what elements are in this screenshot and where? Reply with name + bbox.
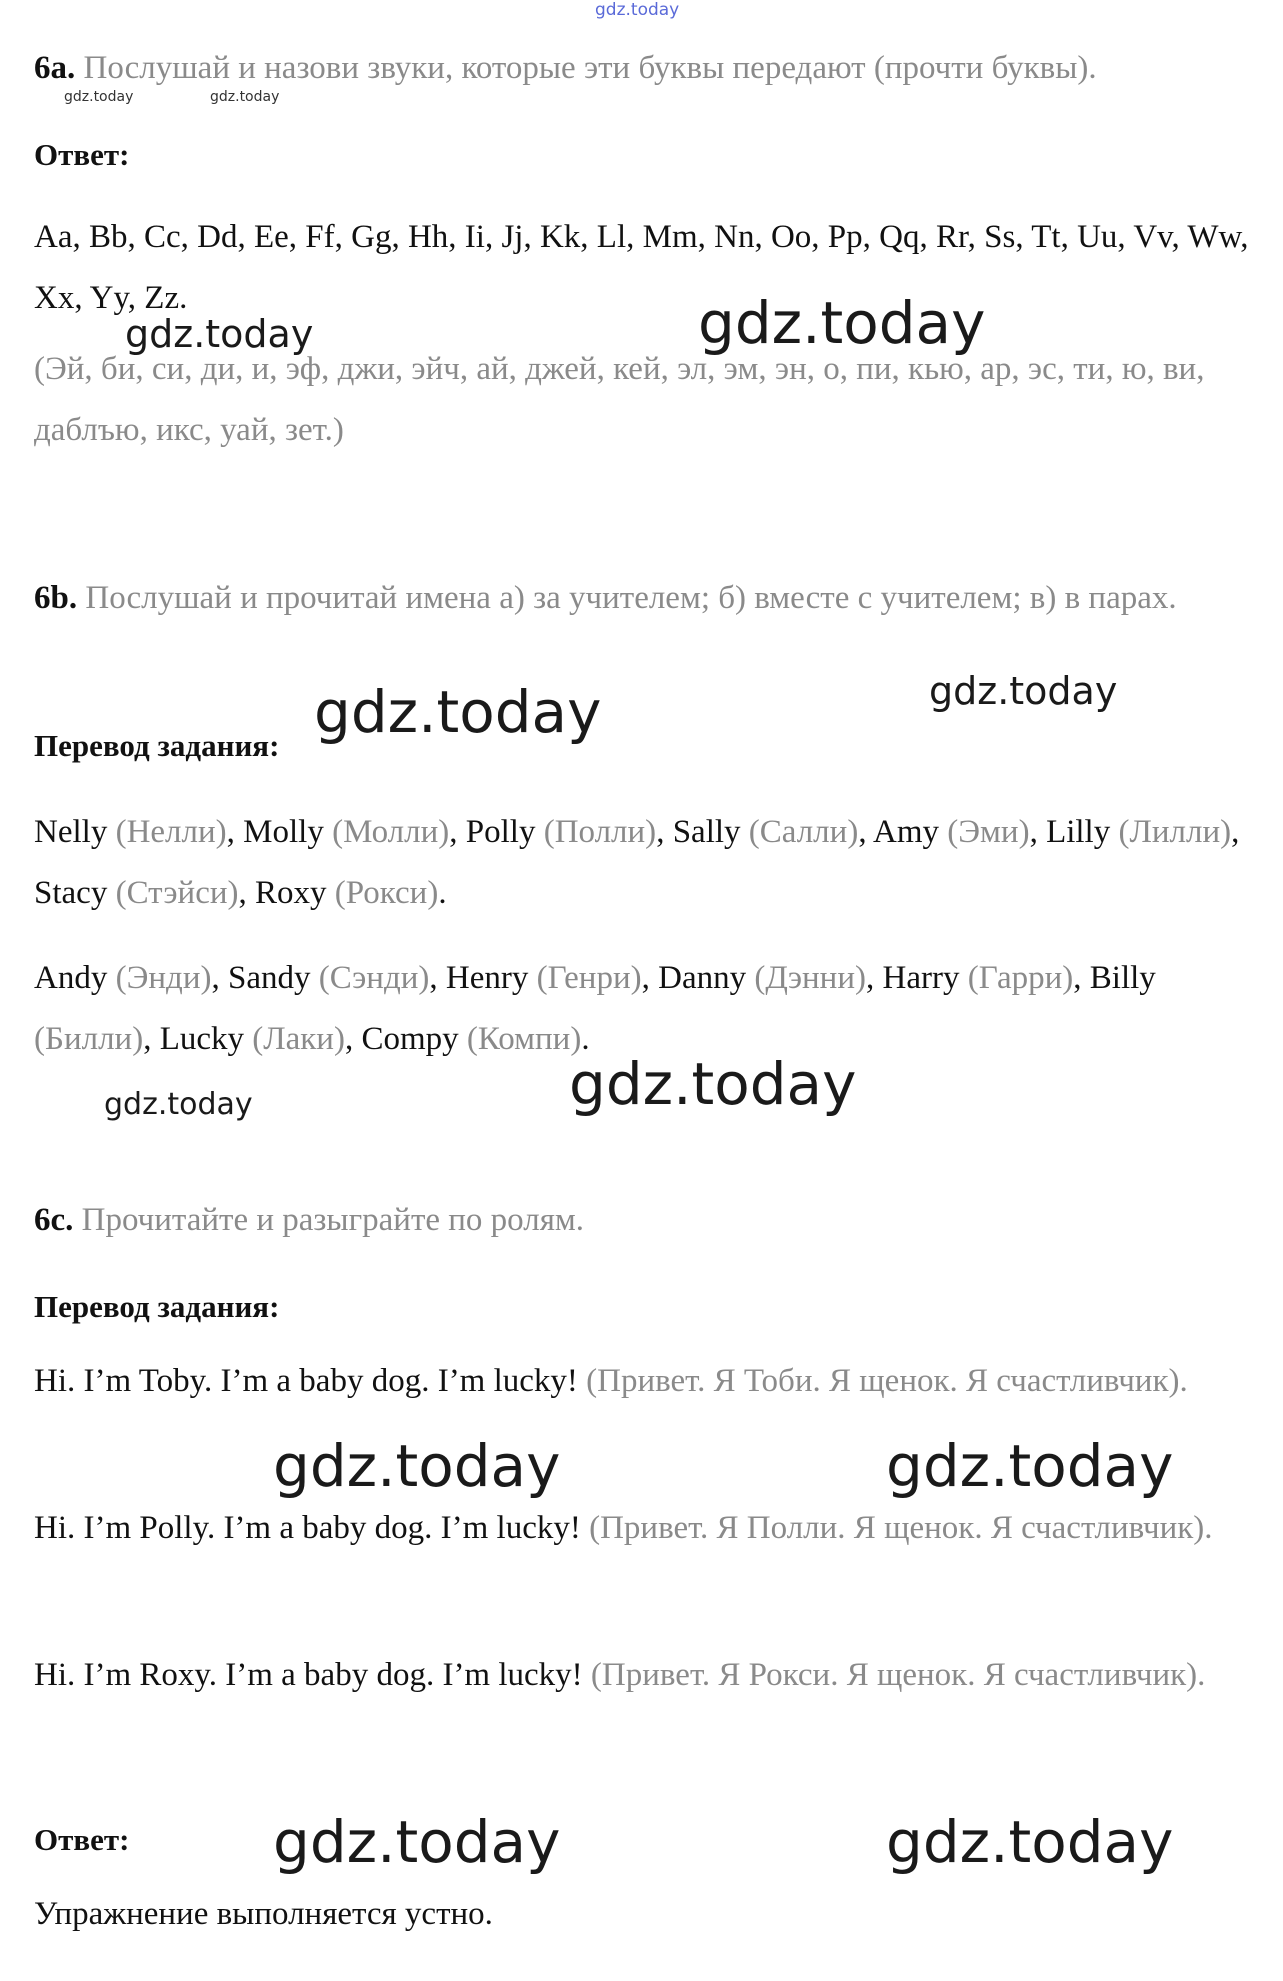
exercise-6c-task (34, 1190, 1249, 1251)
name: Harry (882, 960, 960, 996)
dialogue-ru: (Привет. Я Рокси. Я щенок. Я счастливчик). (590, 1657, 1206, 1693)
name: Polly (465, 814, 536, 850)
task-text: Послушай и прочитай имена а) за учителем; б) вместе с учителем; в) в парах. (85, 580, 1177, 616)
name-ru: (Лилли) (1118, 814, 1232, 850)
watermark: gdz.today (104, 1087, 253, 1122)
name: Andy (34, 960, 108, 996)
name-ru: (Полли) (543, 814, 657, 850)
names-line-2: Andy (Энди), Sandy (Сэнди), Henry (Генри), Danny (Дэнни), Harry (Гарри), Billy (Билли), Lucky (Лаки), Compy (Компи). (34, 960, 1156, 1057)
name: Nelly (34, 814, 108, 850)
name: Roxy (255, 875, 327, 911)
name-ru: (Генри) (536, 960, 642, 996)
dialogue-en: Hi. I’m Roxy. I’m a baby dog. I’m lucky! (34, 1657, 583, 1693)
dialogue-ru: (Привет. Я Полли. Я щенок. Я счастливчик). (589, 1510, 1213, 1546)
answer-text: Упражнение выполняется устно. (34, 1896, 493, 1932)
name-ru: (Энди) (115, 960, 212, 996)
exercise-number: 6a. (34, 50, 76, 86)
names-line-1: Nelly (Нелли), Molly (Молли), Polly (Полли), Sally (Салли), Amy (Эми), Lilly (Лилли), Stacy (Стэйси), Roxy (Рокси). (34, 814, 1240, 911)
exercise-number: 6c. (34, 1202, 74, 1238)
task-text: Послушай и назови звуки, которые эти буквы передают (прочти буквы). (83, 50, 1097, 86)
name: Henry (445, 960, 529, 996)
name-ru: (Рокси) (334, 875, 439, 911)
translation-heading: Перевод задания: (34, 1289, 280, 1324)
exercise-6b-task (34, 568, 1249, 629)
dialogue-line (34, 1498, 1249, 1559)
name: Danny (658, 960, 747, 996)
name: Lilly (1046, 814, 1111, 850)
name: Sandy (227, 960, 311, 996)
watermark: gdz.today (929, 669, 1118, 713)
name: Billy (1089, 960, 1156, 996)
exercise-6a-task (34, 38, 1249, 99)
watermark-top: gdz.today (595, 0, 680, 20)
name: Stacy (34, 875, 108, 911)
name: Amy (873, 814, 939, 850)
name-ru: (Нелли) (115, 814, 227, 850)
watermark: gdz.today (273, 1432, 561, 1500)
alphabet-reading: (Эй, би, си, ди, и, эф, джи, эйч, ай, джей, кей, эл, эм, эн, о, пи, кью, ар, эс, ти, ю, ви, даблъю, икс, уай, зет.) (34, 351, 1205, 448)
name-ru: (Стэйси) (115, 875, 239, 911)
watermark: gdz.today (273, 1808, 561, 1876)
dialogue-en: Hi. I’m Toby. I’m a baby dog. I’m lucky! (34, 1363, 578, 1399)
watermark: gdz.today (569, 1050, 857, 1118)
dialogue-line (34, 1351, 1249, 1412)
name: Molly (243, 814, 324, 850)
task-text: Прочитайте и разыграйте по ролям. (81, 1202, 585, 1238)
name-ru: (Молли) (332, 814, 450, 850)
exercise-number: 6b. (34, 580, 78, 616)
translation-heading: Перевод задания: (34, 728, 280, 763)
name-ru: (Эми) (947, 814, 1030, 850)
name-ru: (Лаки) (252, 1021, 345, 1057)
name-ru: (Дэнни) (754, 960, 866, 996)
name-ru: (Гарри) (967, 960, 1074, 996)
name-ru: (Компи) (466, 1021, 582, 1057)
answer-heading: Ответ: (34, 1822, 130, 1857)
watermark-small: gdz.today (210, 89, 280, 105)
watermark: gdz.today (698, 289, 986, 357)
name-ru: (Салли) (748, 814, 859, 850)
name-ru: (Билли) (34, 1021, 144, 1057)
watermark: gdz.today (886, 1808, 1174, 1876)
dialogue-ru: (Привет. Я Тоби. Я щенок. Я счастливчик). (586, 1363, 1188, 1399)
name: Compy (361, 1021, 459, 1057)
watermark: gdz.today (125, 312, 314, 356)
name-ru: (Сэнди) (318, 960, 430, 996)
watermark: gdz.today (886, 1432, 1174, 1500)
watermark-small: gdz.today (64, 89, 134, 105)
alphabet-letters: Aa, Bb, Cc, Dd, Ee, Ff, Gg, Hh, Ii, Jj, Kk, Ll, Mm, Nn, Oo, Pp, Qq, Rr, Ss, Tt, Uu, Vv, Ww, Xx, Yy, Zz. (34, 219, 1249, 316)
name: Lucky (159, 1021, 244, 1057)
dialogue-en: Hi. I’m Polly. I’m a baby dog. I’m lucky! (34, 1510, 581, 1546)
name: Sally (672, 814, 741, 850)
watermark: gdz.today (314, 678, 602, 746)
dialogue-line (34, 1645, 1249, 1706)
answer-heading: Ответ: (34, 137, 130, 172)
